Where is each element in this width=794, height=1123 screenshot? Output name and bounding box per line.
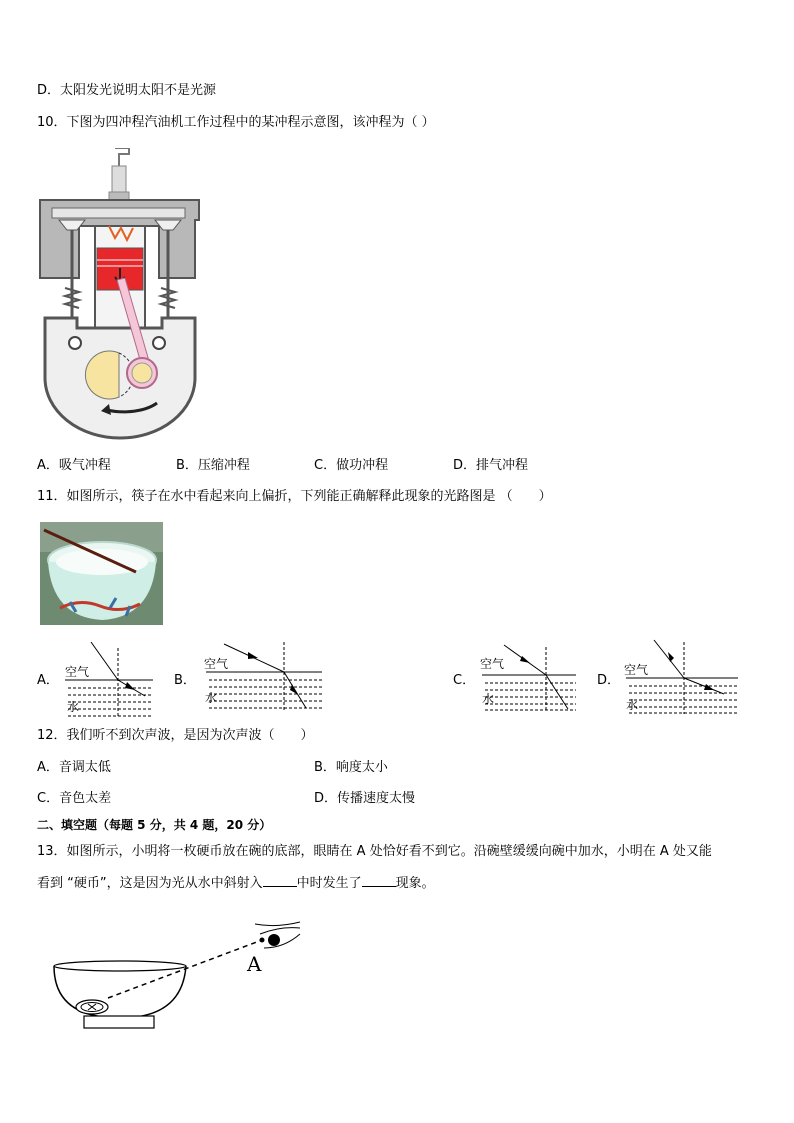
q11-d-water-label: 水: [626, 698, 639, 712]
coin-bowl-diagram: [50, 918, 310, 1033]
q13-blank-1[interactable]: [263, 874, 297, 887]
q12-option-d[interactable]: D．传播速度太慢: [314, 791, 416, 806]
q11-diagram-c: [480, 643, 580, 713]
q11-option-d[interactable]: D．: [597, 673, 621, 688]
question-11: 11．如图所示，筷子在水中看起来向上偏折，下列能正确解释此现象的光路图是 （ ）: [37, 489, 552, 504]
q11-option-b[interactable]: B．: [174, 673, 196, 688]
q11-b-air-label: 空气: [204, 657, 229, 671]
q11-option-a[interactable]: A．: [37, 673, 59, 688]
q12-option-c[interactable]: C．音色太差: [37, 791, 112, 806]
q13-blank-2[interactable]: [362, 874, 396, 887]
q10-option-a[interactable]: A．吸气冲程: [37, 458, 111, 473]
q11-c-water-label: 水: [482, 692, 495, 706]
q12-option-b[interactable]: B．响度太小: [314, 760, 388, 775]
question-12: 12．我们听不到次声波，是因为次声波（ ）: [37, 728, 314, 743]
q11-diagram-b: [204, 638, 324, 716]
section-2-heading: 二、填空题（每题 5 分，共 4 题，20 分）: [37, 818, 272, 832]
q12-option-a[interactable]: A．音调太低: [37, 760, 111, 775]
q11-b-water-label: 水: [205, 691, 218, 705]
q11-a-water-label: 水: [67, 700, 80, 714]
chopstick-bowl-photo: [40, 522, 163, 625]
q13-text-part-3: 现象。: [395, 876, 435, 891]
point-a-label: A: [247, 952, 262, 976]
engine-diagram: [37, 148, 202, 440]
question-10: 10．下图为四冲程汽油机工作过程中的某冲程示意图，该冲程为（ ）: [37, 115, 435, 130]
q11-c-air-label: 空气: [480, 657, 505, 671]
q11-option-c[interactable]: C．: [453, 673, 476, 688]
q13-text-part-1: 看到 “硬币”，这是因为光从水中斜射入: [37, 876, 263, 891]
q10-option-d[interactable]: D．排气冲程: [453, 458, 529, 473]
q10-option-b[interactable]: B．压缩冲程: [176, 458, 250, 473]
question-13-line-1: 13．如图所示，小明将一枚硬币放在碗的底部，眼睛在 A 处恰好看不到它。沿碗壁缓缓向碗中加水，小明在 A 处又能: [37, 844, 712, 859]
q11-d-air-label: 空气: [624, 663, 649, 677]
question-13-line-2: [37, 874, 435, 893]
q10-option-c[interactable]: C．做功冲程: [314, 458, 389, 473]
option-d-previous-question: D．太阳发光说明太阳不是光源: [37, 83, 217, 98]
q11-a-air-label: 空气: [65, 665, 90, 679]
q13-text-part-2: 中时发生了: [296, 876, 362, 891]
q11-diagram-d: [624, 638, 742, 716]
